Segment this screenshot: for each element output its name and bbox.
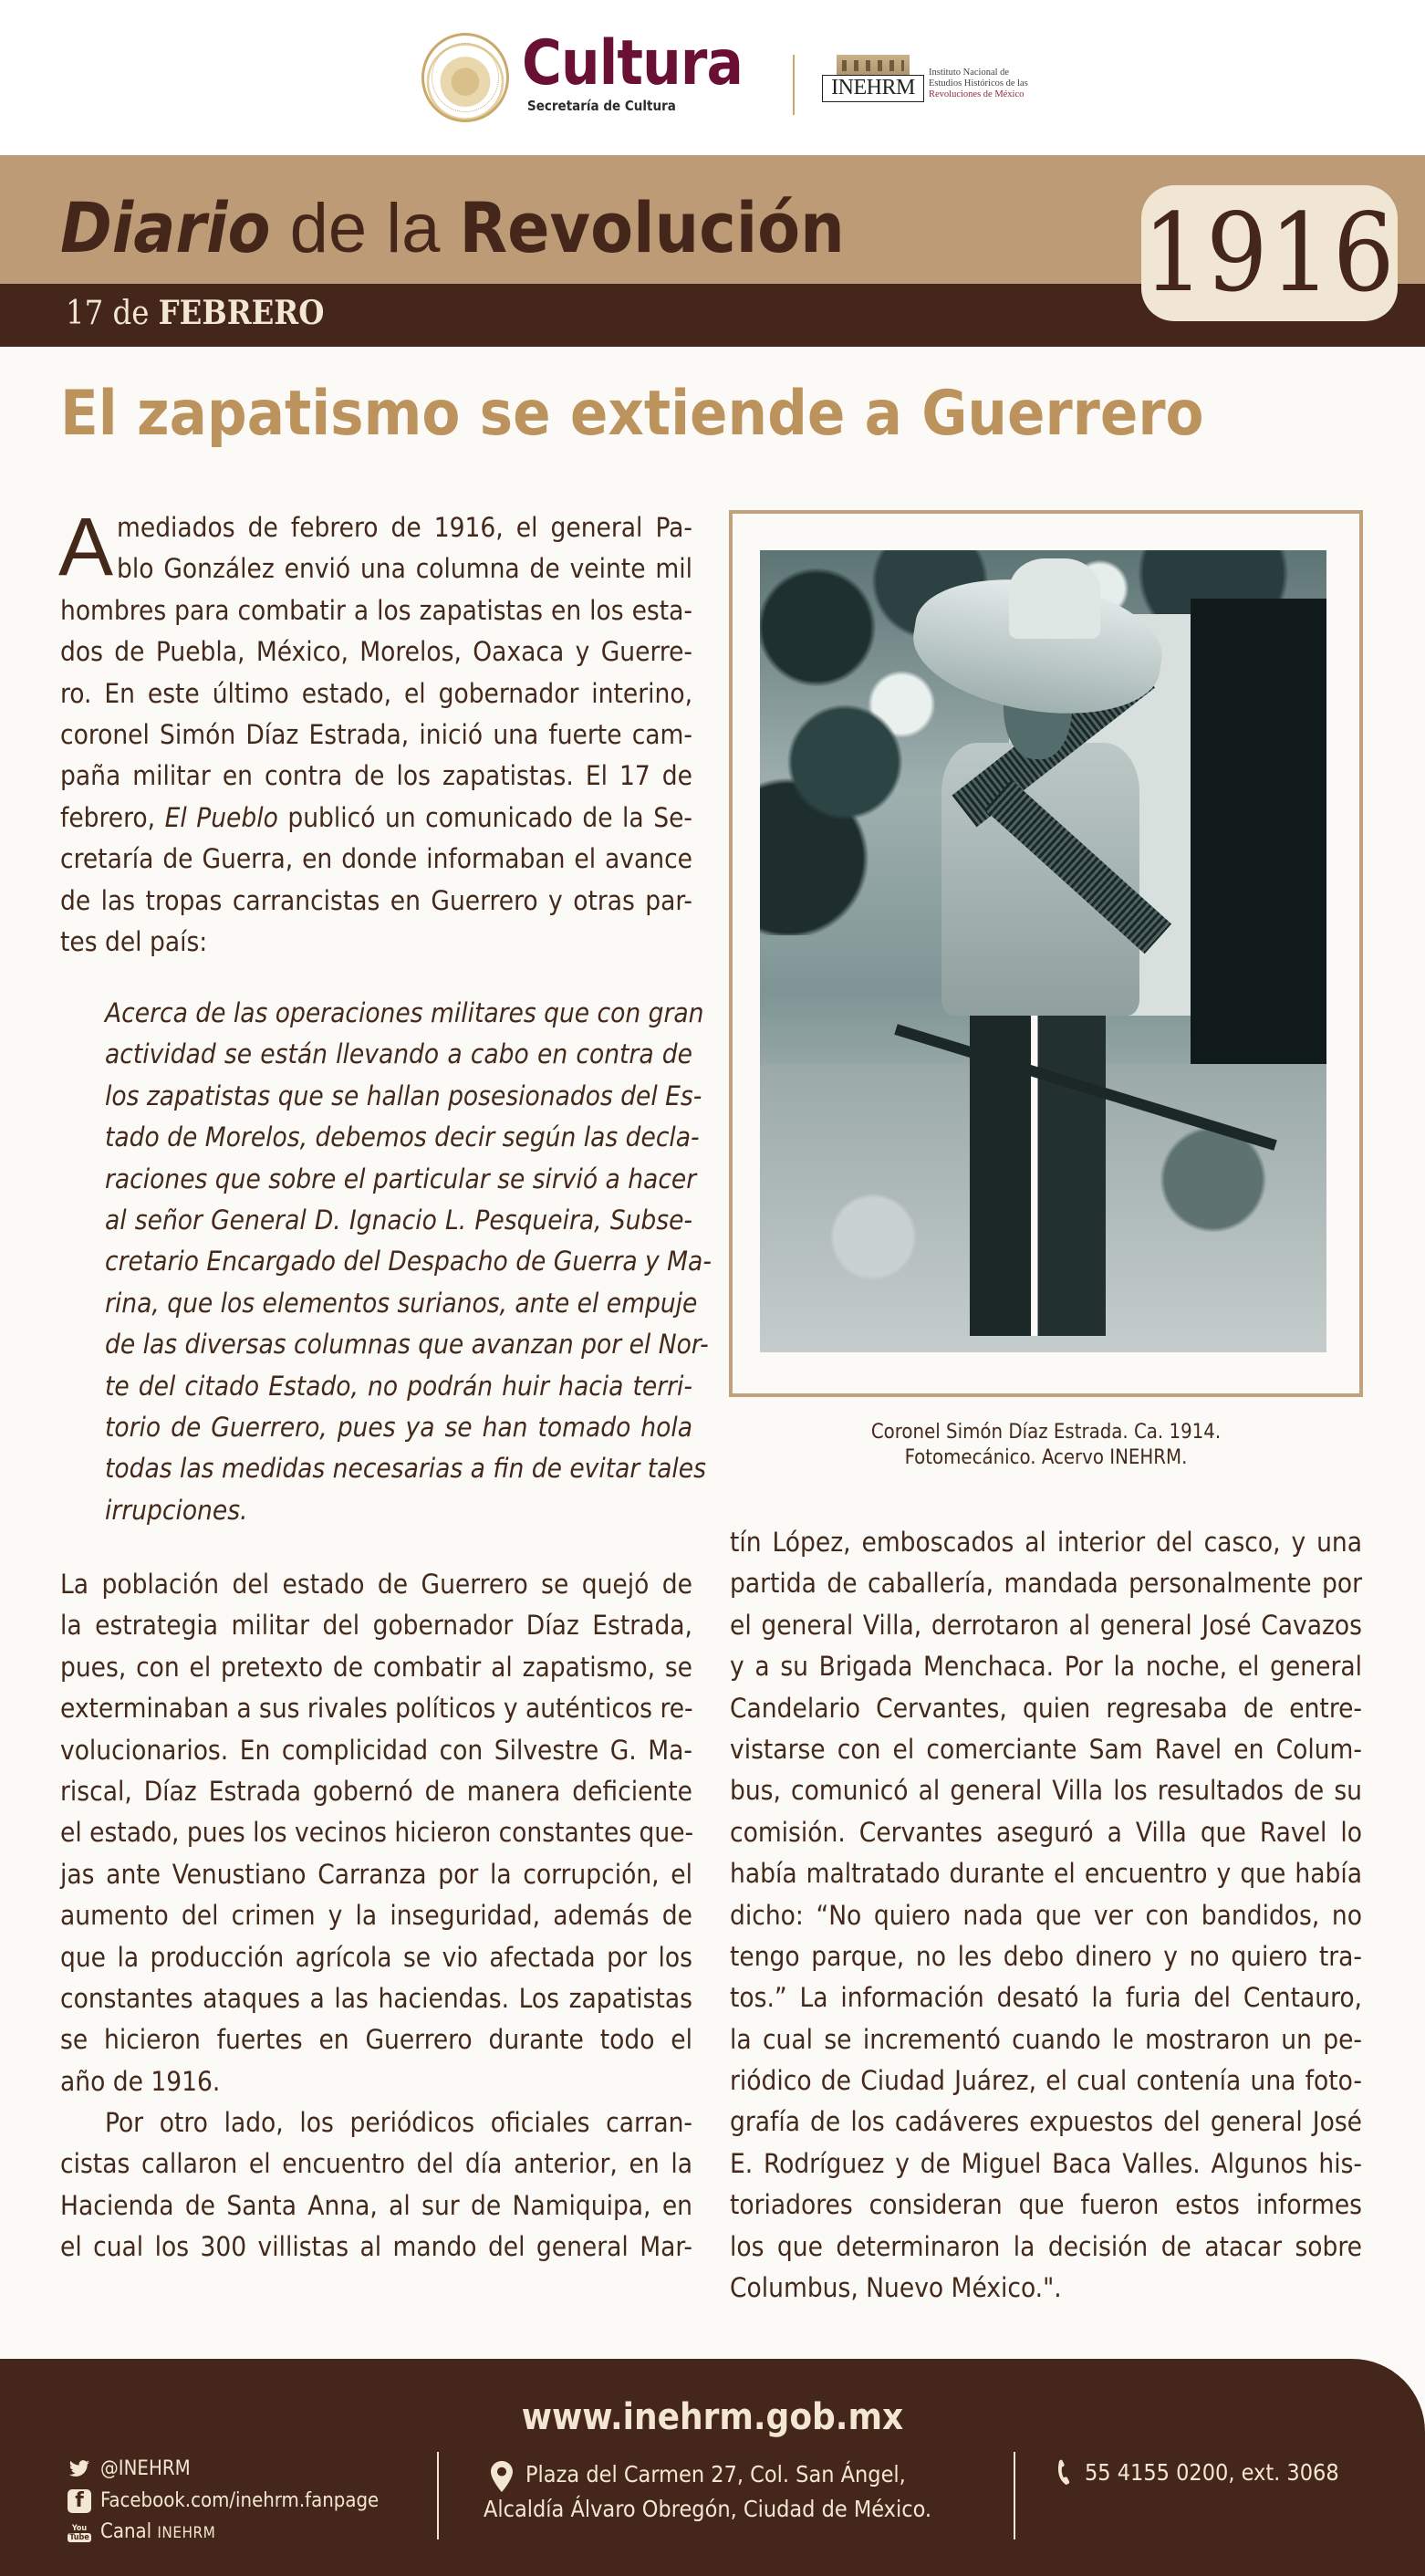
text-line: tengo parque, no les debo dinero y no quiero tra- [730,1940,1362,1972]
building-icon [837,55,910,75]
logo-bar [0,0,1425,155]
text-line: de las tropas carrancistas en Guerrero y otras par- [60,884,692,916]
date-day: 17 de [66,295,159,332]
phone-number[interactable]: 55 4155 0200, ext. 3068 [1085,2459,1339,2486]
quote-line: rina, que los elementos surianos, ante el empuje [105,1287,698,1319]
quote-line: te del citado Estado, no podrán huir hacia terri- [105,1370,692,1402]
text-line: Columbus, Nuevo México.". [730,2272,1062,2304]
youtube-channel-prefix: Canal [100,2520,158,2543]
text-line: se hicieron fuertes en Guerrero durante todo el [60,2024,692,2056]
text-line: partida de caballería, mandada personalmente por [730,1568,1362,1600]
text-line: bus, comunicó al general Villa los resultados de su [730,1775,1362,1807]
text-line: tín López, emboscados al interior del casco, y una [730,1527,1362,1558]
article-title: El zapatismo se extiende a Guerrero [60,378,1204,450]
text-line: hombres para combatir a los zapatistas en los esta- [60,594,692,626]
inehrm-full-name [929,68,1028,100]
cultura-logo-text: Cultura [522,27,743,99]
text-line: jas ante Venustiano Carranza por la corrupción, el [60,1858,692,1890]
masthead-revolucion: Revolución [459,187,845,268]
location-pin-icon [491,2461,513,2492]
dropcap: A [58,502,114,593]
youtube-channel [100,2516,215,2550]
text-line: Hacienda de Santa Anna, al sur de Namiquipa, en [60,2189,692,2221]
facebook-link[interactable] [68,2485,379,2517]
historical-photo [760,550,1326,1352]
inehrm-line-1: Instituto Nacional de [929,68,1010,78]
address-line-1 [484,2457,931,2492]
text-line: comisión. Cervantes aseguró a Villa que Ravel lo [730,1816,1362,1848]
text-line: mediados de febrero de 1916, el general Pa- [117,512,692,543]
text-line: cretaría de Guerra, en donde informaban el avance [60,843,692,875]
dropcap-block [58,502,692,593]
photo-doorway [1191,599,1326,1120]
text-line: que la producción agrícola se vio afectada por los [60,1941,692,1973]
masthead-diario: Diario [60,187,271,268]
text-line: el estado, pues los vecinos hicieron constantes que- [60,1817,694,1849]
text-line [60,798,692,839]
inehrm-line-2: Estudios Históricos de las [929,78,1028,89]
date-month: FEBRERO [158,294,325,332]
text-line: coronel Simón Díaz Estrada, inició una fuerte cam- [60,718,692,750]
footer-divider [1014,2452,1015,2539]
twitter-link[interactable] [68,2453,379,2485]
phone-contact [1054,2456,1339,2490]
text-line: había maltratado durante el encuentro y que había [730,1858,1362,1890]
text-line: el general Villa, derrotaron al general José Cavazos [730,1609,1362,1641]
youtube-icon [68,2521,91,2545]
date-label [66,290,324,337]
inehrm-logo-acronym: INEHRM [822,75,924,102]
quote-line: tado de Morelos, debemos decir según las decla- [105,1121,700,1153]
inehrm-logo [822,55,924,104]
photo-sombrero-crown [1009,558,1099,639]
text-fragment: febrero, [60,801,165,833]
phone-icon [1054,2459,1072,2487]
address-block [484,2457,931,2527]
text-line: la estrategia militar del gobernador Díaz Estrada, [60,1610,692,1642]
cultura-subtitle: Secretaría de Cultura [527,98,676,114]
youtube-icon-top: You [71,2523,88,2533]
caption-line-2: Fotomecánico. Acervo INEHRM. [904,1446,1188,1469]
text-line: pues, con el pretexto de combatir al zapatismo, se [60,1651,692,1683]
text-line: E. Rodríguez y de Miguel Baca Valles. Algunos his- [730,2147,1362,2179]
quote-line: irrupciones. [105,1494,248,1526]
text-line: constantes ataques a las haciendas. Los zapatistas [60,1982,692,2014]
mexico-seal-icon [421,33,509,122]
text-line: cistas callaron el encuentro del día anterior, en la [60,2148,692,2180]
text-line: toriadores consideran que fueron estos informes [730,2189,1362,2221]
address-line-2: Alcaldía Álvaro Obregón, Ciudad de México. [484,2496,932,2522]
quote-line: todas las medidas necesarias a fin de evitar tales [105,1453,706,1485]
body-paragraphs-right [730,1522,1362,2309]
twitter-handle: @INEHRM [100,2457,191,2480]
text-line: aumento del crimen y la inseguridad, además de [60,1900,692,1932]
text-line: riódico de Ciudad Juárez, el cual contenía una foto- [730,2065,1362,2097]
newspaper-name: El Pueblo [164,801,278,833]
text-line: volucionarios. En complicidad con Silvestre G. Ma- [60,1734,692,1766]
text-line: Candelario Cervantes, quien regresaba de entre- [730,1692,1362,1724]
text-line: grafía de los cadáveres expuestos del general José [730,2106,1362,2138]
quote-line: actividad se están llevando a cabo en contra de [105,1038,692,1070]
block-quote [105,993,712,1531]
text-line: dicho: “No quiero nada que ver con bandidos, no [730,1899,1362,1931]
youtube-channel-name: INEHRM [157,2524,216,2542]
quote-line: cretario Encargado del Despacho de Guerra y Ma- [105,1246,712,1278]
text-line: vistarse con el comerciante Sam Ravel en Colum- [730,1733,1362,1765]
text-line: riscal, Díaz Estrada gobernó de manera deficiente [60,1775,692,1807]
intro-paragraph [58,502,692,963]
youtube-link[interactable] [68,2517,379,2549]
masthead-title [60,181,845,276]
quote-line: Acerca de las operaciones militares que con gran [105,997,704,1028]
body-paragraphs-left [60,1564,692,2268]
text-line: y a su Brigada Menchaca. Por la noche, el general [730,1651,1362,1683]
quote-line: al señor General D. Ignacio L. Pesqueira, Subse- [105,1204,692,1236]
footer-divider [437,2452,439,2539]
seal-ring [432,43,499,112]
text-line: ro. En este último estado, el gobernador interino, [60,677,692,709]
text-line: blo González envió una columna de veinte mil [117,553,692,585]
text-line: paña militar en contra de los zapatistas. El 17 de [60,760,692,792]
youtube-icon-bottom: Tube [69,2532,89,2542]
inehrm-line-3: Revoluciones de México [929,89,1025,99]
text-line: La población del estado de Guerrero se quejó de [60,1569,692,1600]
text-fragment: publicó un comunicado de la Se- [277,801,692,833]
text-line: el cual los 300 villistas al mando del general Mar- [60,2231,692,2263]
facebook-url: Facebook.com/inehrm.fanpage [100,2489,380,2512]
website-link[interactable]: www.inehrm.gob.mx [521,2396,904,2438]
text-line: dos de Puebla, México, Morelos, Oaxaca y Guerre- [60,636,692,668]
masthead-de-la: de la [270,190,460,267]
caption-line-1: Coronel Simón Díaz Estrada. Ca. 1914. [870,1421,1222,1444]
text-line: exterminaban a sus rivales políticos y auténticos re- [60,1693,693,1725]
footer [0,2359,1425,2576]
figure-caption [729,1420,1363,1471]
text-line: los que determinaron la decisión de atacar sobre [730,2230,1362,2262]
text-line: la cual se incrementó cuando le mostraron un pe- [730,2023,1362,2055]
quote-line: raciones que sobre el particular se sirvió a hacer [105,1163,697,1194]
quote-line: de las diversas columnas que avanzan por el Nor- [105,1329,709,1361]
text-line: tes del país: [60,925,208,957]
text-line: año de 1916. [60,2065,221,2097]
text-line: Por otro lado, los periódicos oficiales carran- [105,2107,692,2139]
text-line: tos.” La información desató la furia del Centauro, [730,1982,1362,2014]
social-links [68,2453,379,2549]
logo-divider [793,55,795,115]
facebook-icon: f [68,2489,91,2513]
quote-line: los zapatistas que se hallan posesionados del Es- [105,1079,702,1111]
twitter-icon [68,2457,91,2481]
year-badge: 1916 [1141,185,1398,321]
quote-line: torio de Guerrero, pues ya se han tomado hola [105,1411,692,1443]
address-text-1: Plaza del Carmen 27, Col. San Ángel, [525,2461,906,2487]
